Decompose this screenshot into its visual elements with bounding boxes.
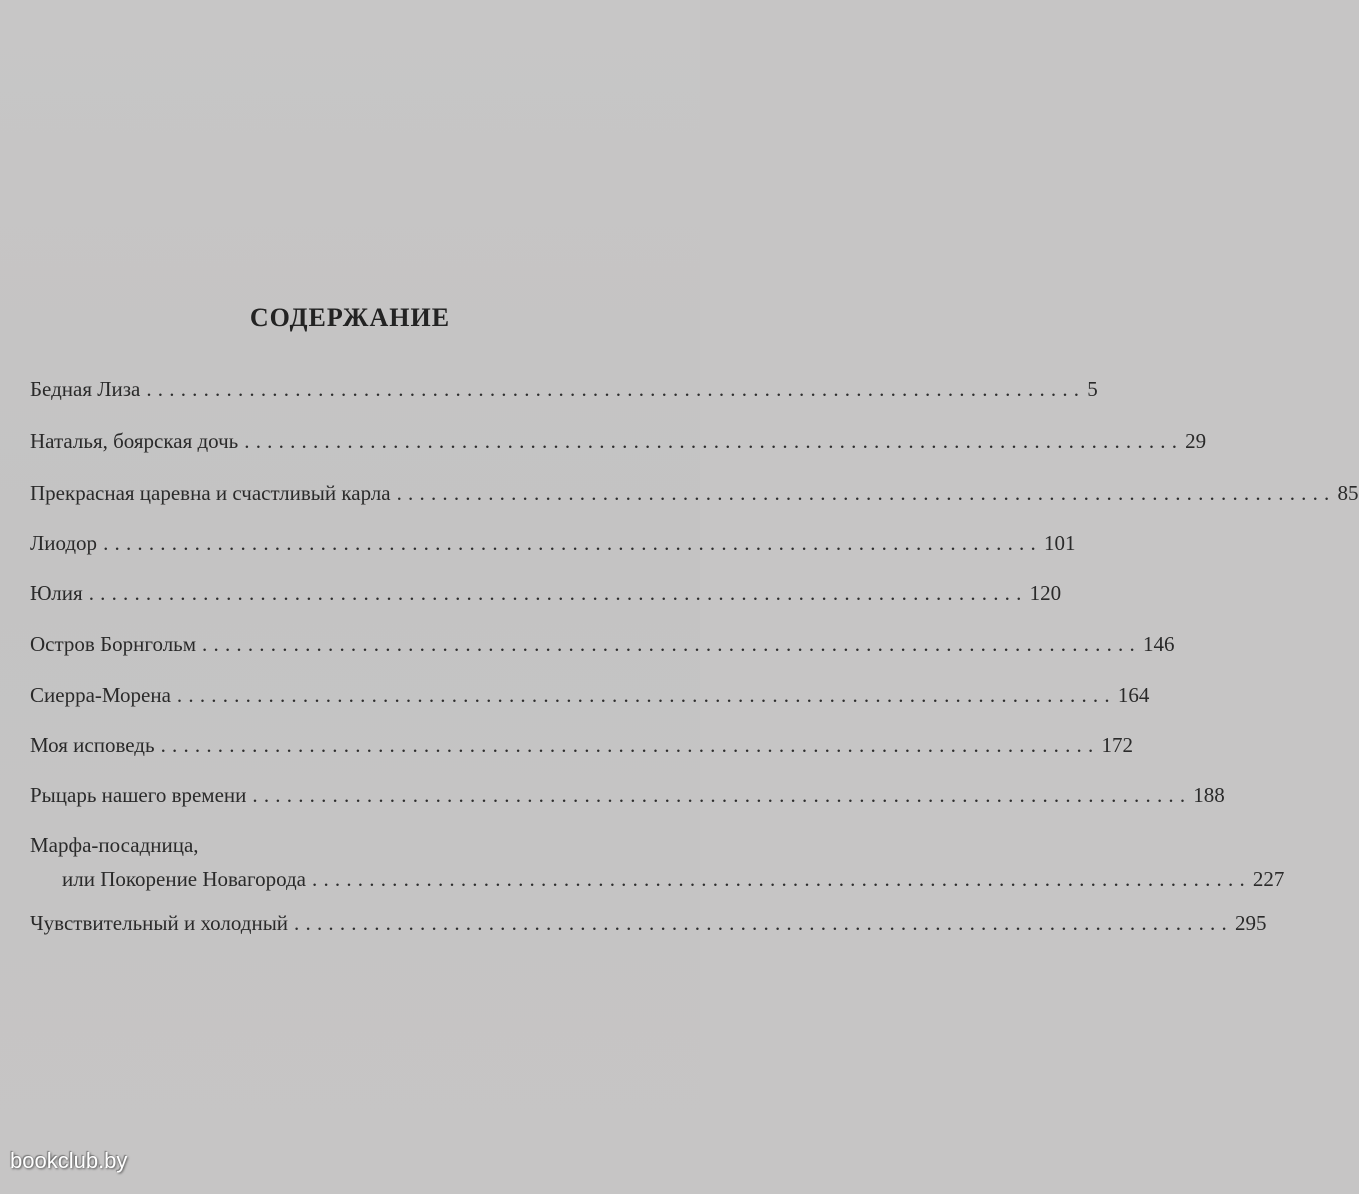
dot-leader: ..................................................................................	[88, 581, 1028, 605]
toc-entry	[30, 728, 1133, 762]
toc-entry-title: Моя исповедь	[30, 733, 155, 757]
dot-leader: ..................................................................................	[244, 429, 1184, 453]
toc-entry-title: Бедная Лиза	[30, 377, 141, 401]
toc-entry-title: Остров Борнгольм	[30, 632, 197, 656]
toc-entry	[30, 778, 1225, 812]
toc-entry-page: 101	[1043, 531, 1076, 555]
toc-entry	[30, 906, 1267, 940]
toc-entry-title: Лиодор	[30, 531, 98, 555]
toc-entry	[30, 372, 1098, 406]
toc-entry-page: 29	[1185, 429, 1207, 453]
toc-entry-title: Юлия	[30, 581, 83, 605]
dot-leader: ..................................................................................	[202, 632, 1141, 656]
toc-entry-title: Сиерра-Морена	[30, 683, 171, 707]
site-watermark: bookclub.by	[10, 1148, 128, 1173]
toc-entry	[30, 828, 1285, 912]
toc-entry-title: Рыцарь нашего времени	[30, 783, 247, 807]
toc-entry-page: 227	[1252, 867, 1285, 891]
dot-leader: ..................................................................................	[252, 783, 1192, 807]
toc-entry-title: Прекрасная царевна и счастливый карла	[30, 481, 391, 505]
dot-leader: ..................................................................................	[160, 733, 1100, 757]
toc-entry-title: Марфа-посадница,	[30, 833, 199, 857]
toc-entry-page: 85	[1337, 481, 1359, 505]
toc-entry	[30, 627, 1175, 661]
dot-leader: ..................................................................................	[103, 531, 1042, 555]
toc-entry	[30, 476, 1359, 510]
toc-entry	[30, 526, 1076, 560]
toc-entry-subtitle: или Покорение Новагорода	[62, 867, 306, 891]
toc-entry-title: Чувствительный и холодный	[30, 911, 289, 935]
toc-entry-page: 188	[1193, 783, 1225, 807]
toc-entry-page: 295	[1234, 911, 1267, 935]
toc-entry-page: 164	[1117, 683, 1150, 707]
dot-leader: ..................................................................................	[176, 683, 1116, 707]
toc-entry-page: 172	[1101, 733, 1133, 757]
dot-leader: ..................................................................................	[146, 377, 1086, 401]
toc-entry	[30, 678, 1150, 712]
toc-entry-page: 146	[1142, 632, 1175, 656]
toc-entry	[30, 424, 1207, 458]
dot-leader: ..................................................................................	[294, 911, 1233, 935]
dot-leader: ..................................................................................	[312, 867, 1251, 891]
page-title: СОДЕРЖАНИЕ	[249, 303, 451, 332]
toc-entry-title: Наталья, боярская дочь	[30, 429, 239, 453]
toc-entry-page: 120	[1029, 581, 1062, 605]
toc-entry	[30, 576, 1062, 610]
toc-entry-page: 5	[1087, 377, 1098, 401]
dot-leader: ..................................................................................	[396, 481, 1336, 505]
